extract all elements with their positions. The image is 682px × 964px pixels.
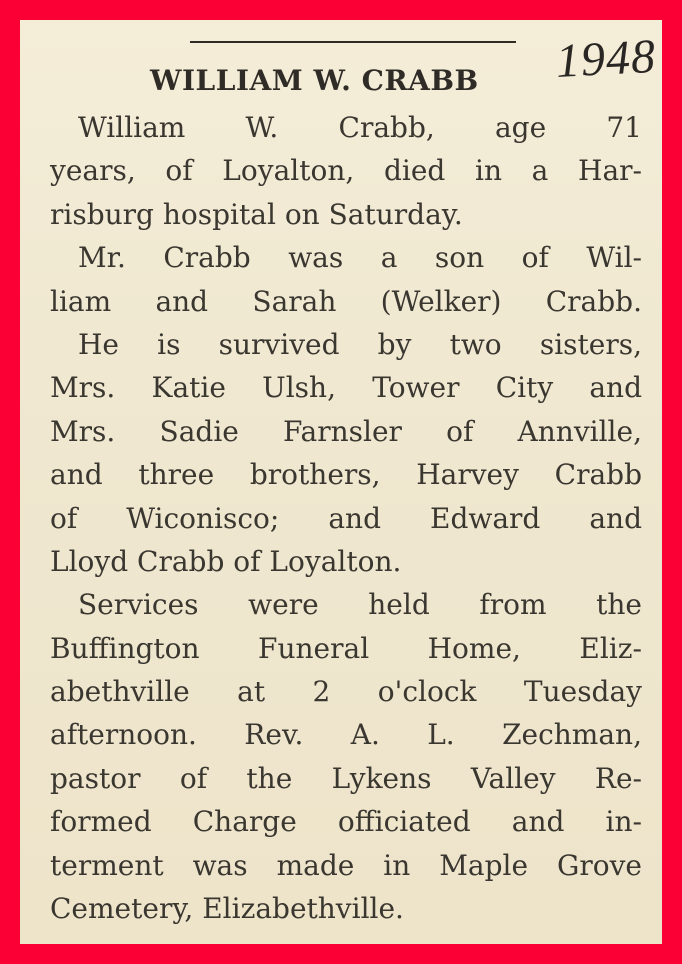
- newspaper-clipping: [20, 20, 662, 944]
- text-line: pastor of the Lykens Valley Re-: [50, 761, 642, 795]
- text-line: afternoon. Rev. A. L. Zechman,: [50, 718, 642, 752]
- text-line: Mr. Crabb was a son of Wil-: [78, 241, 642, 275]
- text-line: abethville at 2 o'clock Tuesday: [50, 675, 642, 709]
- text-line: Cemetery, Elizabethville.: [50, 892, 404, 926]
- handwritten-year: 1948: [554, 29, 658, 88]
- text-line: Services were held from the: [78, 588, 642, 622]
- text-line: years, of Loyalton, died in a Har-: [50, 154, 642, 188]
- text-line: terment was made in Maple Grove: [50, 848, 642, 882]
- text-line: Mrs. Katie Ulsh, Tower City and: [50, 371, 642, 405]
- text-line: and three brothers, Harvey Crabb: [50, 458, 642, 492]
- text-line: He is survived by two sisters,: [78, 327, 642, 361]
- text-line: Mrs. Sadie Farnsler of Annville,: [50, 414, 642, 448]
- text-line: liam and Sarah (Welker) Crabb.: [50, 284, 642, 318]
- text-line: formed Charge officiated and in-: [50, 805, 642, 839]
- obituary-headline: WILLIAM W. CRABB: [150, 64, 479, 97]
- obituary-body: [50, 106, 642, 930]
- top-rule: [190, 41, 516, 43]
- text-line: Lloyd Crabb of Loyalton.: [50, 544, 402, 578]
- text-line: of Wiconisco; and Edward and: [50, 501, 642, 535]
- text-line: risburg hospital on Saturday.: [50, 197, 463, 231]
- text-line: William W. Crabb, age 71: [78, 111, 642, 144]
- text-line: Buffington Funeral Home, Eliz-: [50, 631, 642, 665]
